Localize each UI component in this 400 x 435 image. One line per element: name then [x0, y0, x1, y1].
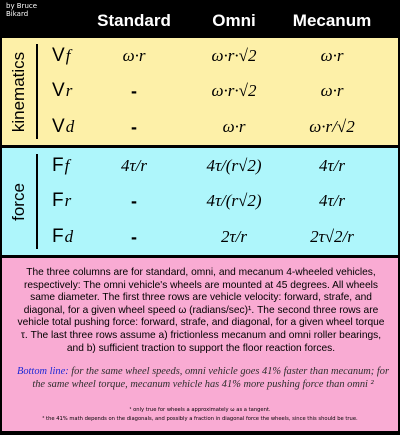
notes-section: [2, 258, 398, 431]
force-label: force: [9, 182, 29, 221]
row-label-ff: Ff: [52, 155, 70, 176]
cell-vd-omni: ω·r: [222, 117, 246, 136]
kinematics-label: kinematics: [9, 51, 28, 132]
footnote-2: ² the 41% math depends on the diagonals, and possibly a fraction in diagonal force the wheels, since this should be true.: [42, 416, 358, 422]
row-label-fd: Fd: [52, 226, 74, 247]
divider: [36, 44, 38, 139]
cell-vr-omni: ω·r·√2: [211, 81, 257, 100]
bottom-line: [14, 366, 392, 392]
notes-paragraph: The three columns are for standard, omni, and mecanum 4-wheeled vehicles, respectively: The omni vehicle's wheels are mounted at 45 degrees. All wheels same diameter. The first three rows are vehicle velocity: forward, strafe, and diagonal, for a given wheel speed ω (radians/sec)¹. The second three rows are vehicle total pushing force: forward, strafe, and diagonal, for a given wheel torque τ. The last three rows assume a) frictionless mecanum and omni roller bearings, and b) sufficient traction to support the floor reaction forces.: [17, 267, 385, 354]
cell-ff-omni: 4τ/(r√2): [206, 156, 262, 175]
cell-fd-mecanum: 2τ√2/r: [310, 227, 354, 246]
cell-vr-mecanum: ω·r: [320, 81, 344, 100]
row-label-vf: Vf: [52, 45, 71, 66]
cell-vf-mecanum: ω·r: [320, 46, 344, 65]
row-label-fr: Fr: [52, 190, 72, 211]
bottom-line-text: for the same wheel speeds, omni vehicle goes 41% faster than mecanum; for the same wheel torque, mecanum vehicle has 41% more pushing force than omni ²: [32, 366, 389, 390]
cell-vd-mecanum: ω·r/√2: [309, 117, 355, 136]
cell-fr-omni: 4τ/(r√2): [206, 191, 262, 210]
bottom-line-label: Bottom line:: [17, 366, 69, 377]
cell-fr-mecanum: 4τ/r: [319, 191, 345, 210]
kinematics-section: [2, 38, 398, 145]
header-omni: Omni: [212, 11, 256, 30]
cell-fr-standard: -: [131, 191, 137, 211]
header-standard: Standard: [97, 11, 171, 30]
force-section: [2, 148, 398, 255]
header-mecanum: Mecanum: [292, 11, 372, 30]
row-label-vr: Vr: [52, 80, 73, 101]
divider: [36, 154, 38, 249]
cell-vd-standard: -: [131, 117, 137, 137]
cell-vf-standard: ω·r: [122, 46, 146, 65]
cell-vr-standard: -: [131, 81, 137, 101]
cell-vf-omni: ω·r·√2: [211, 46, 257, 65]
cell-ff-mecanum: 4τ/r: [319, 156, 345, 175]
author-note: by Bruce Bikard: [6, 2, 38, 18]
footnote-1: ¹ only true for wheels a approximately ω as a tangent.: [129, 407, 271, 413]
cell-fd-standard: -: [131, 227, 137, 247]
cell-ff-standard: 4τ/r: [121, 156, 147, 175]
cell-fd-omni: 2τ/r: [221, 227, 247, 246]
row-label-vd: Vd: [52, 116, 75, 137]
